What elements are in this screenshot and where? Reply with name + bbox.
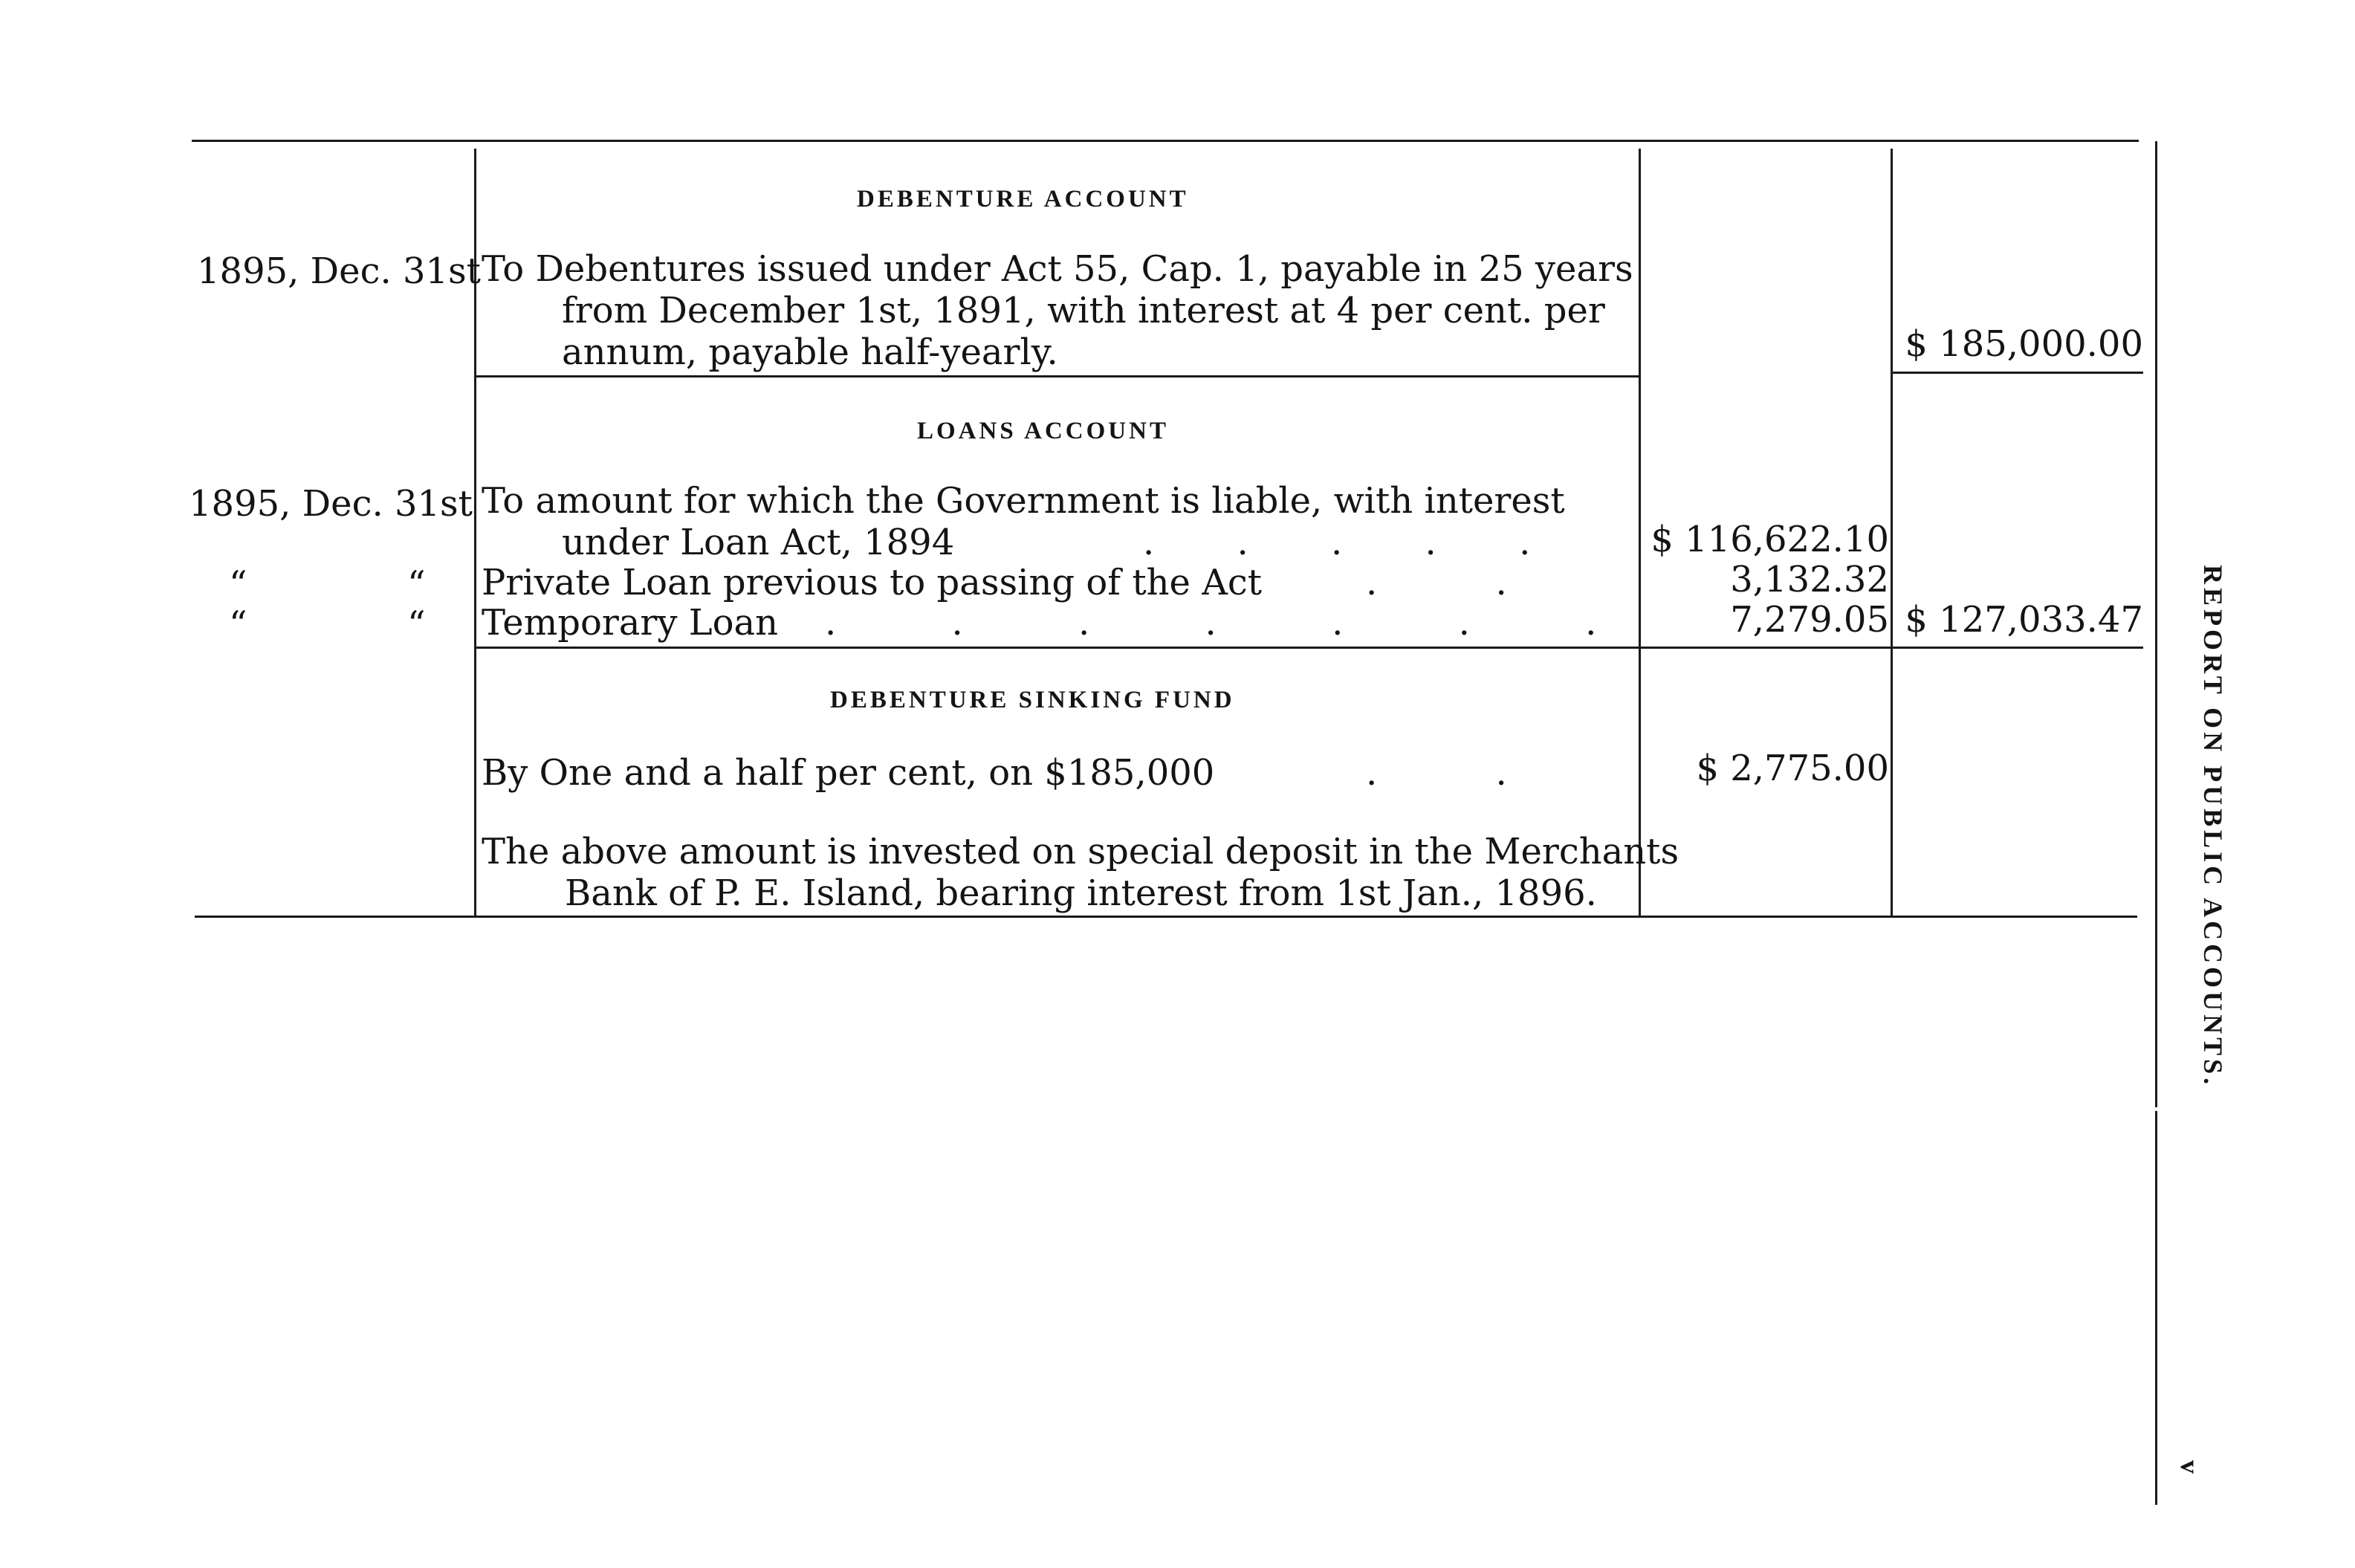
sinking-note-2: Bank of P. E. Island, bearing interest from 1st Jan., 1896. <box>565 872 1597 914</box>
loans-row3-dots: . . . . . . . <box>825 602 1649 644</box>
top-rule <box>192 140 2139 142</box>
sinking-note-1: The above amount is invested on special deposit in the Merchants <box>482 831 1679 872</box>
debenture-separator <box>476 375 1639 378</box>
ditto-mark: “ <box>407 603 426 645</box>
column-rule-text <box>1639 149 1641 917</box>
loans-row1-amount: $ 116,622.10 <box>1651 519 1889 560</box>
loans-row1-dots: . . . . . <box>1143 522 1567 563</box>
loans-date: 1895, Dec. 31st <box>189 483 473 525</box>
sinking-line: By One and a half per cent, on $185,000 <box>482 752 1215 794</box>
sinking-amount: $ 2,775.00 <box>1696 748 1889 789</box>
loans-row1-line1: To amount for which the Government is liable, with interest <box>482 480 1565 522</box>
debenture-line-3: annum, payable half-yearly. <box>562 331 1058 373</box>
ditto-mark: “ <box>229 603 247 645</box>
debenture-heading: DEBENTURE ACCOUNT <box>857 186 1189 213</box>
loans-row2-dots: . . <box>1366 562 1561 603</box>
margin-title <box>2166 565 2255 1089</box>
ditto-mark: “ <box>229 563 247 605</box>
column-rule-amount <box>1891 149 1893 917</box>
margin-rule-upper <box>2155 141 2157 1107</box>
margin-rule-lower <box>2155 1111 2157 1505</box>
debenture-line-1: To Debentures issued under Act 55, Cap. 1, payable in 25 years <box>482 248 1633 290</box>
loans-row1-line2: under Loan Act, 1894 <box>562 522 955 563</box>
ditto-mark: “ <box>407 563 426 605</box>
debenture-date: 1895, Dec. 31st <box>197 250 481 292</box>
debenture-line-2: from December 1st, 1891, with interest at 4 per cent. per <box>562 290 1605 331</box>
loans-heading: LOANS ACCOUNT <box>917 418 1169 444</box>
debenture-total-rule <box>1892 372 2143 374</box>
loans-row2-label: Private Loan previous to passing of the Act <box>482 562 1263 603</box>
sinking-heading: DEBENTURE SINKING FUND <box>830 687 1235 713</box>
loans-separator <box>476 647 2143 649</box>
loans-row3-amount: 7,279.05 <box>1730 599 1889 641</box>
report-title: REPORT ON PUBLIC ACCOUNTS. <box>2198 565 2228 1089</box>
loans-total: $ 127,033.47 <box>1905 599 2143 641</box>
bottom-rule <box>195 916 2137 918</box>
loans-row3-label: Temporary Loan <box>482 602 779 644</box>
loans-row2-amount: 3,132.32 <box>1730 559 1889 600</box>
page-number: v <box>2175 1460 2205 1474</box>
debenture-total: $ 185,000.00 <box>1905 323 2143 365</box>
sinking-dots: . . <box>1366 752 1561 794</box>
